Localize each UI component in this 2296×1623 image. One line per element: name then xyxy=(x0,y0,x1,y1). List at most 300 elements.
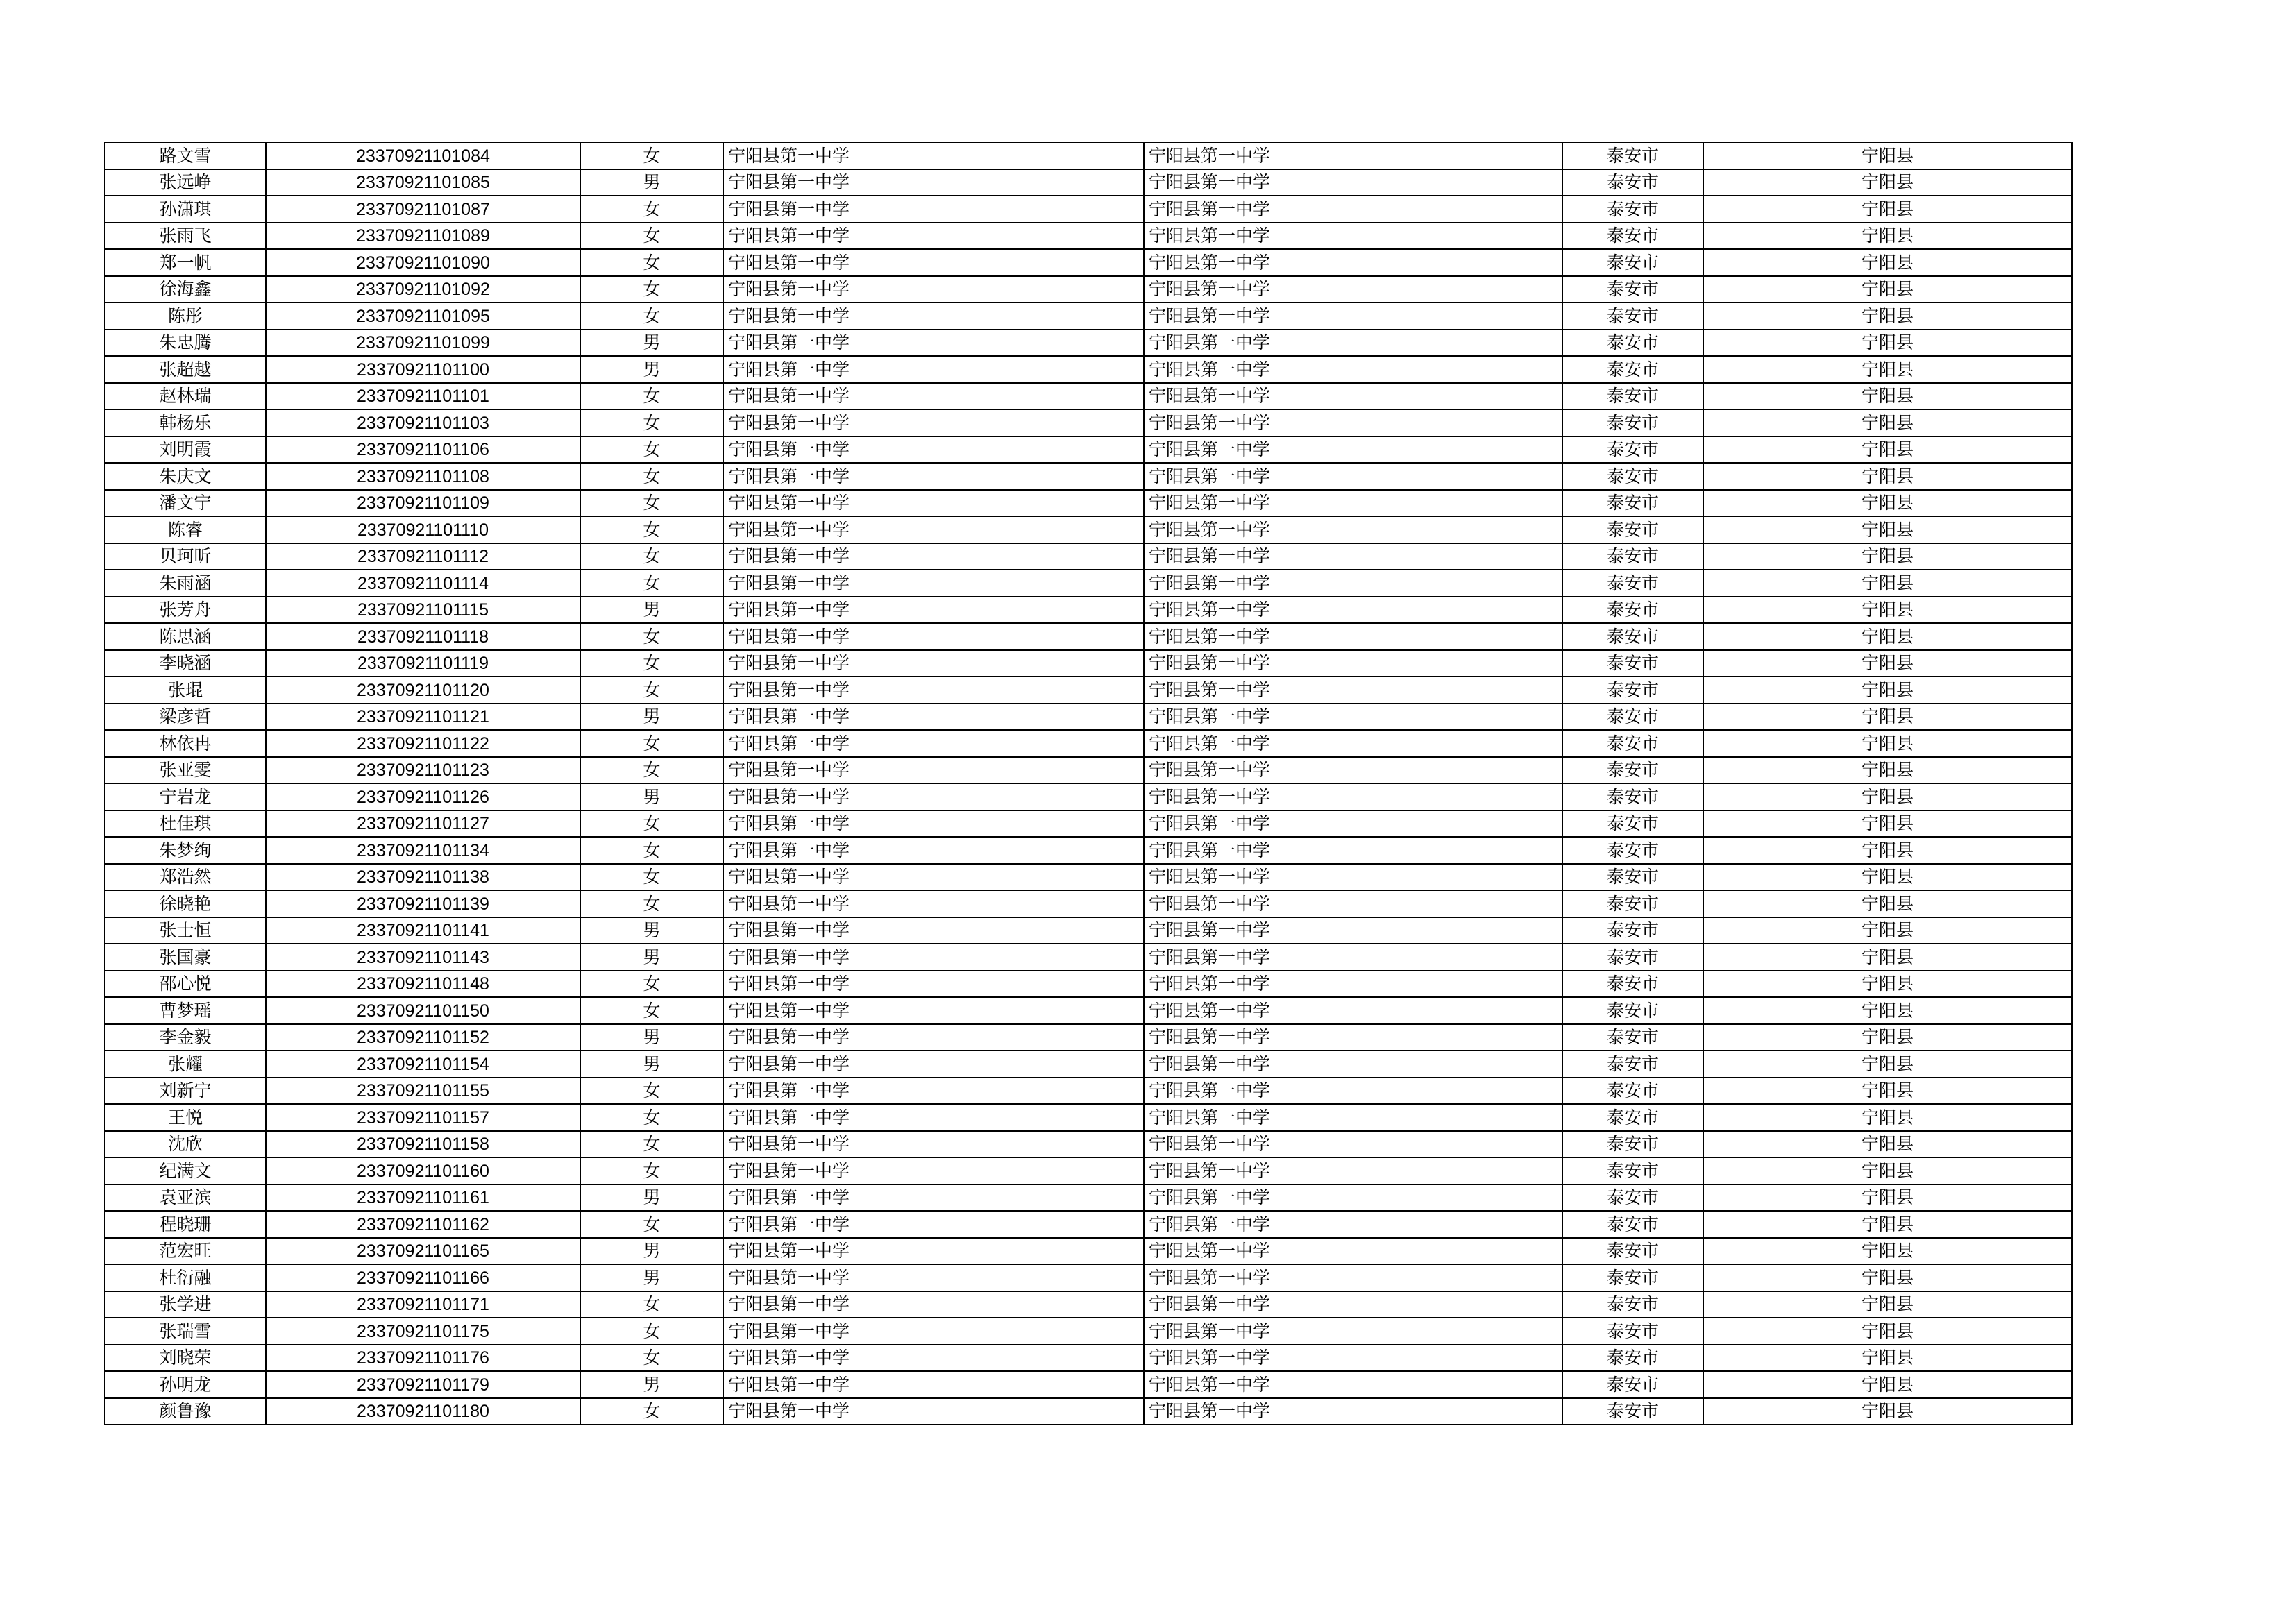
school-cell: 宁阳县第一中学 xyxy=(723,1104,1144,1131)
city-cell: 泰安市 xyxy=(1562,1318,1703,1345)
school-cell: 宁阳县第一中学 xyxy=(723,169,1144,196)
school-cell: 宁阳县第一中学 xyxy=(723,223,1144,250)
gender-cell: 男 xyxy=(580,1371,723,1398)
county-cell: 宁阳县 xyxy=(1703,783,2072,810)
city-cell: 泰安市 xyxy=(1562,704,1703,731)
city-cell: 泰安市 xyxy=(1562,516,1703,543)
exam-number-cell: 23370921101109 xyxy=(266,490,580,517)
exam-site-cell: 宁阳县第一中学 xyxy=(1144,490,1562,517)
school-cell: 宁阳县第一中学 xyxy=(723,330,1144,357)
county-cell: 宁阳县 xyxy=(1703,383,2072,410)
student-name-cell: 韩杨乐 xyxy=(105,409,266,436)
exam-site-cell: 宁阳县第一中学 xyxy=(1144,303,1562,330)
student-name-cell: 林依冉 xyxy=(105,730,266,757)
student-name-cell: 张国豪 xyxy=(105,944,266,971)
gender-cell: 女 xyxy=(580,650,723,677)
exam-site-cell: 宁阳县第一中学 xyxy=(1144,864,1562,891)
county-cell: 宁阳县 xyxy=(1703,1291,2072,1318)
exam-number-cell: 23370921101143 xyxy=(266,944,580,971)
school-cell: 宁阳县第一中学 xyxy=(723,1318,1144,1345)
school-cell: 宁阳县第一中学 xyxy=(723,570,1144,597)
county-cell: 宁阳县 xyxy=(1703,169,2072,196)
city-cell: 泰安市 xyxy=(1562,169,1703,196)
exam-number-cell: 23370921101114 xyxy=(266,570,580,597)
exam-number-cell: 23370921101103 xyxy=(266,409,580,436)
table-row xyxy=(105,169,2072,196)
exam-number-cell: 23370921101106 xyxy=(266,436,580,464)
student-name-cell: 刘新宁 xyxy=(105,1078,266,1105)
table-row xyxy=(105,1024,2072,1051)
gender-cell: 女 xyxy=(580,463,723,490)
gender-cell: 女 xyxy=(580,303,723,330)
student-name-cell: 沈欣 xyxy=(105,1131,266,1158)
exam-site-cell: 宁阳县第一中学 xyxy=(1144,1211,1562,1238)
school-cell: 宁阳县第一中学 xyxy=(723,1078,1144,1105)
city-cell: 泰安市 xyxy=(1562,1264,1703,1291)
exam-site-cell: 宁阳县第一中学 xyxy=(1144,757,1562,784)
table-row xyxy=(105,330,2072,357)
exam-site-cell: 宁阳县第一中学 xyxy=(1144,997,1562,1024)
table-row xyxy=(105,757,2072,784)
exam-site-cell: 宁阳县第一中学 xyxy=(1144,1024,1562,1051)
student-name-cell: 潘文宁 xyxy=(105,490,266,517)
student-name-cell: 张士恒 xyxy=(105,917,266,944)
exam-number-cell: 23370921101160 xyxy=(266,1157,580,1184)
exam-site-cell: 宁阳县第一中学 xyxy=(1144,169,1562,196)
table-row xyxy=(105,1264,2072,1291)
school-cell: 宁阳县第一中学 xyxy=(723,944,1144,971)
county-cell: 宁阳县 xyxy=(1703,971,2072,998)
county-cell: 宁阳县 xyxy=(1703,409,2072,436)
exam-number-cell: 23370921101108 xyxy=(266,463,580,490)
exam-number-cell: 23370921101120 xyxy=(266,677,580,704)
exam-number-cell: 23370921101126 xyxy=(266,783,580,810)
school-cell: 宁阳县第一中学 xyxy=(723,1131,1144,1158)
exam-number-cell: 23370921101089 xyxy=(266,223,580,250)
county-cell: 宁阳县 xyxy=(1703,1078,2072,1105)
gender-cell: 男 xyxy=(580,1264,723,1291)
exam-number-cell: 23370921101158 xyxy=(266,1131,580,1158)
gender-cell: 男 xyxy=(580,1238,723,1265)
school-cell: 宁阳县第一中学 xyxy=(723,516,1144,543)
gender-cell: 女 xyxy=(580,1131,723,1158)
school-cell: 宁阳县第一中学 xyxy=(723,463,1144,490)
exam-number-cell: 23370921101139 xyxy=(266,890,580,917)
gender-cell: 女 xyxy=(580,971,723,998)
county-cell: 宁阳县 xyxy=(1703,890,2072,917)
county-cell: 宁阳县 xyxy=(1703,1211,2072,1238)
county-cell: 宁阳县 xyxy=(1703,223,2072,250)
city-cell: 泰安市 xyxy=(1562,837,1703,864)
city-cell: 泰安市 xyxy=(1562,276,1703,303)
city-cell: 泰安市 xyxy=(1562,944,1703,971)
table-row xyxy=(105,1318,2072,1345)
exam-number-cell: 23370921101134 xyxy=(266,837,580,864)
exam-site-cell: 宁阳县第一中学 xyxy=(1144,383,1562,410)
county-cell: 宁阳县 xyxy=(1703,196,2072,223)
exam-number-cell: 23370921101161 xyxy=(266,1184,580,1212)
student-name-cell: 范宏旺 xyxy=(105,1238,266,1265)
table-row xyxy=(105,490,2072,517)
county-cell: 宁阳县 xyxy=(1703,436,2072,464)
school-cell: 宁阳县第一中学 xyxy=(723,436,1144,464)
table-row xyxy=(105,810,2072,838)
city-cell: 泰安市 xyxy=(1562,543,1703,570)
exam-site-cell: 宁阳县第一中学 xyxy=(1144,1238,1562,1265)
table-row xyxy=(105,783,2072,810)
city-cell: 泰安市 xyxy=(1562,783,1703,810)
city-cell: 泰安市 xyxy=(1562,971,1703,998)
table-row xyxy=(105,249,2072,276)
student-name-cell: 王悦 xyxy=(105,1104,266,1131)
county-cell: 宁阳县 xyxy=(1703,356,2072,383)
exam-site-cell: 宁阳县第一中学 xyxy=(1144,1345,1562,1372)
table-row xyxy=(105,1345,2072,1372)
county-cell: 宁阳县 xyxy=(1703,516,2072,543)
table-row xyxy=(105,223,2072,250)
student-name-cell: 朱忠腾 xyxy=(105,330,266,357)
gender-cell: 男 xyxy=(580,917,723,944)
exam-site-cell: 宁阳县第一中学 xyxy=(1144,783,1562,810)
table-row xyxy=(105,730,2072,757)
school-cell: 宁阳县第一中学 xyxy=(723,543,1144,570)
city-cell: 泰安市 xyxy=(1562,623,1703,650)
county-cell: 宁阳县 xyxy=(1703,463,2072,490)
city-cell: 泰安市 xyxy=(1562,1131,1703,1158)
county-cell: 宁阳县 xyxy=(1703,1238,2072,1265)
table-row xyxy=(105,142,2072,169)
table-row xyxy=(105,463,2072,490)
county-cell: 宁阳县 xyxy=(1703,1024,2072,1051)
student-name-cell: 张超越 xyxy=(105,356,266,383)
gender-cell: 女 xyxy=(580,1211,723,1238)
exam-site-cell: 宁阳县第一中学 xyxy=(1144,1398,1562,1425)
gender-cell: 女 xyxy=(580,383,723,410)
table-row xyxy=(105,971,2072,998)
city-cell: 泰安市 xyxy=(1562,1184,1703,1212)
student-name-cell: 郑浩然 xyxy=(105,864,266,891)
table-row xyxy=(105,436,2072,464)
student-name-cell: 邵心悦 xyxy=(105,971,266,998)
school-cell: 宁阳县第一中学 xyxy=(723,276,1144,303)
county-cell: 宁阳县 xyxy=(1703,303,2072,330)
exam-number-cell: 23370921101118 xyxy=(266,623,580,650)
school-cell: 宁阳县第一中学 xyxy=(723,142,1144,169)
exam-site-cell: 宁阳县第一中学 xyxy=(1144,1184,1562,1212)
city-cell: 泰安市 xyxy=(1562,490,1703,517)
county-cell: 宁阳县 xyxy=(1703,490,2072,517)
exam-number-cell: 23370921101127 xyxy=(266,810,580,838)
exam-number-cell: 23370921101148 xyxy=(266,971,580,998)
exam-site-cell: 宁阳县第一中学 xyxy=(1144,142,1562,169)
gender-cell: 女 xyxy=(580,890,723,917)
gender-cell: 女 xyxy=(580,810,723,838)
table-row xyxy=(105,650,2072,677)
county-cell: 宁阳县 xyxy=(1703,997,2072,1024)
student-name-cell: 曹梦瑶 xyxy=(105,997,266,1024)
gender-cell: 男 xyxy=(580,169,723,196)
city-cell: 泰安市 xyxy=(1562,356,1703,383)
city-cell: 泰安市 xyxy=(1562,1345,1703,1372)
gender-cell: 女 xyxy=(580,1291,723,1318)
city-cell: 泰安市 xyxy=(1562,864,1703,891)
city-cell: 泰安市 xyxy=(1562,1238,1703,1265)
student-name-cell: 路文雪 xyxy=(105,142,266,169)
city-cell: 泰安市 xyxy=(1562,677,1703,704)
county-cell: 宁阳县 xyxy=(1703,1051,2072,1078)
gender-cell: 女 xyxy=(580,1078,723,1105)
exam-number-cell: 23370921101180 xyxy=(266,1398,580,1425)
exam-site-cell: 宁阳县第一中学 xyxy=(1144,597,1562,624)
student-name-cell: 李晓涵 xyxy=(105,650,266,677)
county-cell: 宁阳县 xyxy=(1703,1104,2072,1131)
city-cell: 泰安市 xyxy=(1562,1024,1703,1051)
city-cell: 泰安市 xyxy=(1562,1157,1703,1184)
city-cell: 泰安市 xyxy=(1562,1211,1703,1238)
city-cell: 泰安市 xyxy=(1562,409,1703,436)
student-name-cell: 朱庆文 xyxy=(105,463,266,490)
exam-number-cell: 23370921101154 xyxy=(266,1051,580,1078)
county-cell: 宁阳县 xyxy=(1703,837,2072,864)
table-row xyxy=(105,890,2072,917)
school-cell: 宁阳县第一中学 xyxy=(723,597,1144,624)
city-cell: 泰安市 xyxy=(1562,650,1703,677)
table-row xyxy=(105,997,2072,1024)
county-cell: 宁阳县 xyxy=(1703,330,2072,357)
school-cell: 宁阳县第一中学 xyxy=(723,1371,1144,1398)
exam-number-cell: 23370921101141 xyxy=(266,917,580,944)
city-cell: 泰安市 xyxy=(1562,330,1703,357)
gender-cell: 女 xyxy=(580,223,723,250)
school-cell: 宁阳县第一中学 xyxy=(723,356,1144,383)
gender-cell: 女 xyxy=(580,730,723,757)
city-cell: 泰安市 xyxy=(1562,810,1703,838)
school-cell: 宁阳县第一中学 xyxy=(723,757,1144,784)
table-row xyxy=(105,677,2072,704)
gender-cell: 男 xyxy=(580,1024,723,1051)
exam-site-cell: 宁阳县第一中学 xyxy=(1144,1078,1562,1105)
student-name-cell: 陈思涵 xyxy=(105,623,266,650)
county-cell: 宁阳县 xyxy=(1703,597,2072,624)
exam-site-cell: 宁阳县第一中学 xyxy=(1144,1051,1562,1078)
table-row xyxy=(105,383,2072,410)
student-name-cell: 宁岩龙 xyxy=(105,783,266,810)
table-row xyxy=(105,1051,2072,1078)
county-cell: 宁阳县 xyxy=(1703,917,2072,944)
gender-cell: 男 xyxy=(580,330,723,357)
exam-site-cell: 宁阳县第一中学 xyxy=(1144,917,1562,944)
city-cell: 泰安市 xyxy=(1562,730,1703,757)
county-cell: 宁阳县 xyxy=(1703,1131,2072,1158)
school-cell: 宁阳县第一中学 xyxy=(723,623,1144,650)
student-name-cell: 杜佳琪 xyxy=(105,810,266,838)
county-cell: 宁阳县 xyxy=(1703,650,2072,677)
student-name-cell: 赵林瑞 xyxy=(105,383,266,410)
exam-number-cell: 23370921101171 xyxy=(266,1291,580,1318)
exam-site-cell: 宁阳县第一中学 xyxy=(1144,650,1562,677)
table-row xyxy=(105,543,2072,570)
gender-cell: 女 xyxy=(580,864,723,891)
student-name-cell: 张雨飞 xyxy=(105,223,266,250)
exam-site-cell: 宁阳县第一中学 xyxy=(1144,810,1562,838)
student-name-cell: 朱梦绚 xyxy=(105,837,266,864)
table-row xyxy=(105,409,2072,436)
gender-cell: 女 xyxy=(580,837,723,864)
county-cell: 宁阳县 xyxy=(1703,864,2072,891)
city-cell: 泰安市 xyxy=(1562,757,1703,784)
school-cell: 宁阳县第一中学 xyxy=(723,249,1144,276)
county-cell: 宁阳县 xyxy=(1703,1264,2072,1291)
gender-cell: 女 xyxy=(580,1398,723,1425)
county-cell: 宁阳县 xyxy=(1703,730,2072,757)
table-row xyxy=(105,944,2072,971)
student-name-cell: 梁彦哲 xyxy=(105,704,266,731)
table-row xyxy=(105,1131,2072,1158)
exam-number-cell: 23370921101087 xyxy=(266,196,580,223)
exam-site-cell: 宁阳县第一中学 xyxy=(1144,623,1562,650)
student-roster-body xyxy=(105,142,2072,1425)
city-cell: 泰安市 xyxy=(1562,249,1703,276)
city-cell: 泰安市 xyxy=(1562,1104,1703,1131)
student-name-cell: 张芳舟 xyxy=(105,597,266,624)
gender-cell: 女 xyxy=(580,490,723,517)
county-cell: 宁阳县 xyxy=(1703,1318,2072,1345)
school-cell: 宁阳县第一中学 xyxy=(723,1398,1144,1425)
gender-cell: 男 xyxy=(580,944,723,971)
exam-number-cell: 23370921101112 xyxy=(266,543,580,570)
exam-number-cell: 23370921101084 xyxy=(266,142,580,169)
school-cell: 宁阳县第一中学 xyxy=(723,971,1144,998)
exam-number-cell: 23370921101085 xyxy=(266,169,580,196)
school-cell: 宁阳县第一中学 xyxy=(723,1291,1144,1318)
county-cell: 宁阳县 xyxy=(1703,142,2072,169)
school-cell: 宁阳县第一中学 xyxy=(723,490,1144,517)
gender-cell: 男 xyxy=(580,597,723,624)
exam-site-cell: 宁阳县第一中学 xyxy=(1144,944,1562,971)
city-cell: 泰安市 xyxy=(1562,597,1703,624)
city-cell: 泰安市 xyxy=(1562,997,1703,1024)
school-cell: 宁阳县第一中学 xyxy=(723,704,1144,731)
student-name-cell: 张远峥 xyxy=(105,169,266,196)
exam-site-cell: 宁阳县第一中学 xyxy=(1144,837,1562,864)
county-cell: 宁阳县 xyxy=(1703,1371,2072,1398)
table-row xyxy=(105,516,2072,543)
school-cell: 宁阳县第一中学 xyxy=(723,1024,1144,1051)
county-cell: 宁阳县 xyxy=(1703,1398,2072,1425)
school-cell: 宁阳县第一中学 xyxy=(723,1157,1144,1184)
exam-site-cell: 宁阳县第一中学 xyxy=(1144,463,1562,490)
county-cell: 宁阳县 xyxy=(1703,757,2072,784)
student-name-cell: 徐海鑫 xyxy=(105,276,266,303)
table-row xyxy=(105,1398,2072,1425)
gender-cell: 男 xyxy=(580,1184,723,1212)
exam-number-cell: 23370921101166 xyxy=(266,1264,580,1291)
table-row xyxy=(105,356,2072,383)
county-cell: 宁阳县 xyxy=(1703,623,2072,650)
city-cell: 泰安市 xyxy=(1562,1078,1703,1105)
exam-number-cell: 23370921101152 xyxy=(266,1024,580,1051)
exam-number-cell: 23370921101095 xyxy=(266,303,580,330)
exam-number-cell: 23370921101100 xyxy=(266,356,580,383)
student-name-cell: 张亚雯 xyxy=(105,757,266,784)
student-name-cell: 纪满文 xyxy=(105,1157,266,1184)
exam-site-cell: 宁阳县第一中学 xyxy=(1144,356,1562,383)
exam-number-cell: 23370921101090 xyxy=(266,249,580,276)
exam-site-cell: 宁阳县第一中学 xyxy=(1144,409,1562,436)
student-name-cell: 孙明龙 xyxy=(105,1371,266,1398)
exam-site-cell: 宁阳县第一中学 xyxy=(1144,249,1562,276)
exam-number-cell: 23370921101092 xyxy=(266,276,580,303)
exam-site-cell: 宁阳县第一中学 xyxy=(1144,196,1562,223)
school-cell: 宁阳县第一中学 xyxy=(723,1238,1144,1265)
city-cell: 泰安市 xyxy=(1562,1371,1703,1398)
exam-number-cell: 23370921101176 xyxy=(266,1345,580,1372)
student-name-cell: 张耀 xyxy=(105,1051,266,1078)
exam-number-cell: 23370921101179 xyxy=(266,1371,580,1398)
county-cell: 宁阳县 xyxy=(1703,570,2072,597)
table-row xyxy=(105,704,2072,731)
county-cell: 宁阳县 xyxy=(1703,944,2072,971)
county-cell: 宁阳县 xyxy=(1703,677,2072,704)
school-cell: 宁阳县第一中学 xyxy=(723,783,1144,810)
city-cell: 泰安市 xyxy=(1562,223,1703,250)
gender-cell: 女 xyxy=(580,570,723,597)
exam-site-cell: 宁阳县第一中学 xyxy=(1144,223,1562,250)
table-row xyxy=(105,1157,2072,1184)
exam-site-cell: 宁阳县第一中学 xyxy=(1144,1104,1562,1131)
table-row xyxy=(105,1078,2072,1105)
student-name-cell: 刘晓荣 xyxy=(105,1345,266,1372)
student-name-cell: 张琨 xyxy=(105,677,266,704)
student-name-cell: 贝珂昕 xyxy=(105,543,266,570)
table-row xyxy=(105,1291,2072,1318)
school-cell: 宁阳县第一中学 xyxy=(723,1264,1144,1291)
gender-cell: 女 xyxy=(580,276,723,303)
table-row xyxy=(105,570,2072,597)
county-cell: 宁阳县 xyxy=(1703,1345,2072,1372)
exam-site-cell: 宁阳县第一中学 xyxy=(1144,1318,1562,1345)
gender-cell: 女 xyxy=(580,196,723,223)
table-row xyxy=(105,917,2072,944)
exam-number-cell: 23370921101150 xyxy=(266,997,580,1024)
county-cell: 宁阳县 xyxy=(1703,249,2072,276)
table-row xyxy=(105,196,2072,223)
student-name-cell: 袁亚滨 xyxy=(105,1184,266,1212)
school-cell: 宁阳县第一中学 xyxy=(723,837,1144,864)
exam-site-cell: 宁阳县第一中学 xyxy=(1144,516,1562,543)
school-cell: 宁阳县第一中学 xyxy=(723,303,1144,330)
table-row xyxy=(105,303,2072,330)
exam-site-cell: 宁阳县第一中学 xyxy=(1144,1157,1562,1184)
table-row xyxy=(105,1371,2072,1398)
school-cell: 宁阳县第一中学 xyxy=(723,864,1144,891)
gender-cell: 女 xyxy=(580,543,723,570)
exam-number-cell: 23370921101165 xyxy=(266,1238,580,1265)
county-cell: 宁阳县 xyxy=(1703,276,2072,303)
exam-site-cell: 宁阳县第一中学 xyxy=(1144,890,1562,917)
student-name-cell: 郑一帆 xyxy=(105,249,266,276)
county-cell: 宁阳县 xyxy=(1703,1157,2072,1184)
student-name-cell: 张学进 xyxy=(105,1291,266,1318)
exam-number-cell: 23370921101122 xyxy=(266,730,580,757)
student-name-cell: 程晓珊 xyxy=(105,1211,266,1238)
student-name-cell: 张瑞雪 xyxy=(105,1318,266,1345)
exam-site-cell: 宁阳县第一中学 xyxy=(1144,677,1562,704)
table-row xyxy=(105,623,2072,650)
exam-site-cell: 宁阳县第一中学 xyxy=(1144,1264,1562,1291)
school-cell: 宁阳县第一中学 xyxy=(723,383,1144,410)
exam-number-cell: 23370921101119 xyxy=(266,650,580,677)
